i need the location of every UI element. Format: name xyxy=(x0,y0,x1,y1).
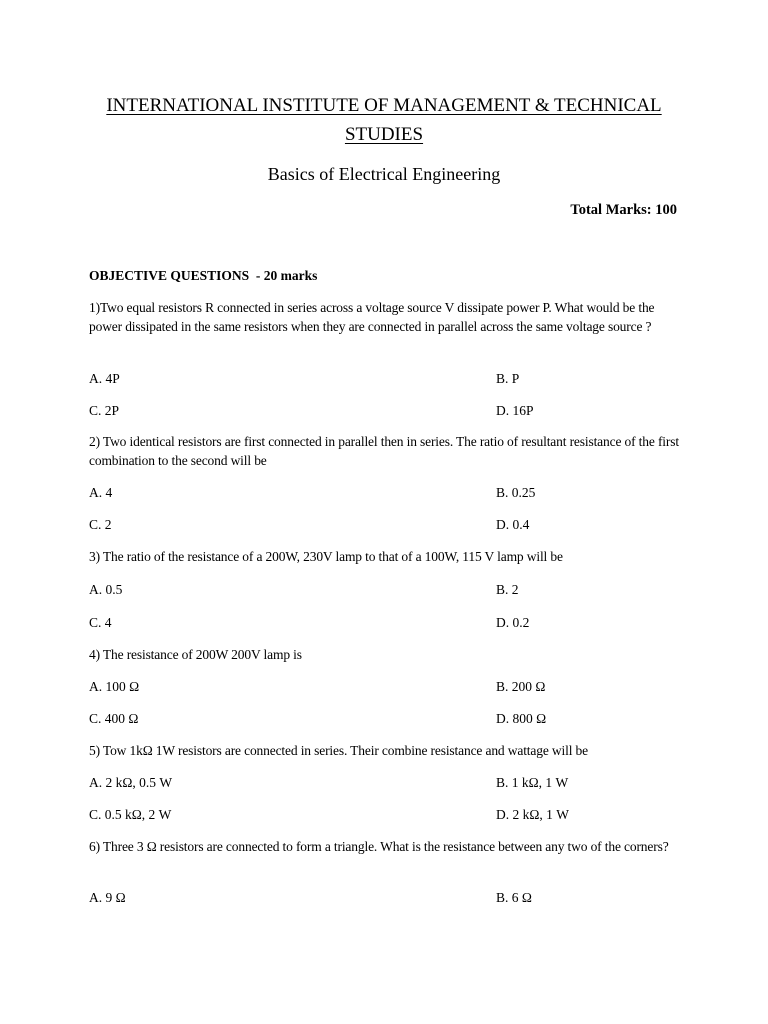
q3-option-c: C. 4 xyxy=(89,615,112,630)
q4-option-d: D. 800 Ω xyxy=(496,711,547,726)
q5-option-b: B. 1 kΩ, 1 W xyxy=(496,775,569,790)
q2-option-a: A. 4 xyxy=(89,485,113,500)
section-heading: OBJECTIVE QUESTIONS - 20 marks xyxy=(89,268,318,283)
q5-option-d: D. 2 kΩ, 1 W xyxy=(496,807,570,822)
q4-option-b: B. 200 Ω xyxy=(496,679,546,694)
question-2-text: 2) Two identical resistors are first connected in parallel then in series. The ratio of resultant resistance of the first combination to the second will be xyxy=(89,434,679,468)
q5-option-c: C. 0.5 kΩ, 2 W xyxy=(89,807,172,822)
q3-option-b: B. 2 xyxy=(496,582,519,597)
institute-title: INTERNATIONAL INSTITUTE OF MANAGEMENT & TECHNICAL STUDIES xyxy=(106,95,662,145)
q5-option-a: A. 2 kΩ, 0.5 W xyxy=(89,775,173,790)
q1-option-d: D. 16P xyxy=(496,403,534,418)
q2-option-c: C. 2 xyxy=(89,517,112,532)
subject-title: Basics of Electrical Engineering xyxy=(267,164,501,184)
q3-option-d: D. 0.2 xyxy=(496,615,530,630)
q2-option-b: B. 0.25 xyxy=(496,485,536,500)
q4-option-a: A. 100 Ω xyxy=(89,679,140,694)
question-5-text: 5) Tow 1kΩ 1W resistors are connected in series. Their combine resistance and wattage will be xyxy=(89,743,588,758)
q6-option-a: A. 9 Ω xyxy=(89,890,126,905)
q4-option-c: C. 400 Ω xyxy=(89,711,139,726)
question-1-text: 1)Two equal resistors R connected in series across a voltage source V dissipate power P. What would be the power dissipated in the same resistors when they are connected in parallel across the same voltage source ? xyxy=(89,300,655,334)
total-marks: Total Marks: 100 xyxy=(570,202,677,218)
q1-option-c: C. 2P xyxy=(89,403,120,418)
q1-option-b: B. P xyxy=(496,371,520,386)
q3-option-a: A. 0.5 xyxy=(89,582,123,597)
q6-option-b: B. 6 Ω xyxy=(496,890,532,905)
q1-option-a: A. 4P xyxy=(89,371,120,386)
question-4-text: 4) The resistance of 200W 200V lamp is xyxy=(89,647,302,662)
question-3-text: 3) The ratio of the resistance of a 200W, 230V lamp to that of a 100W, 115 V lamp will be xyxy=(89,549,563,564)
question-6-text: 6) Three 3 Ω resistors are connected to form a triangle. What is the resistance between any two of the corners? xyxy=(89,839,669,854)
q2-option-d: D. 0.4 xyxy=(496,517,530,532)
